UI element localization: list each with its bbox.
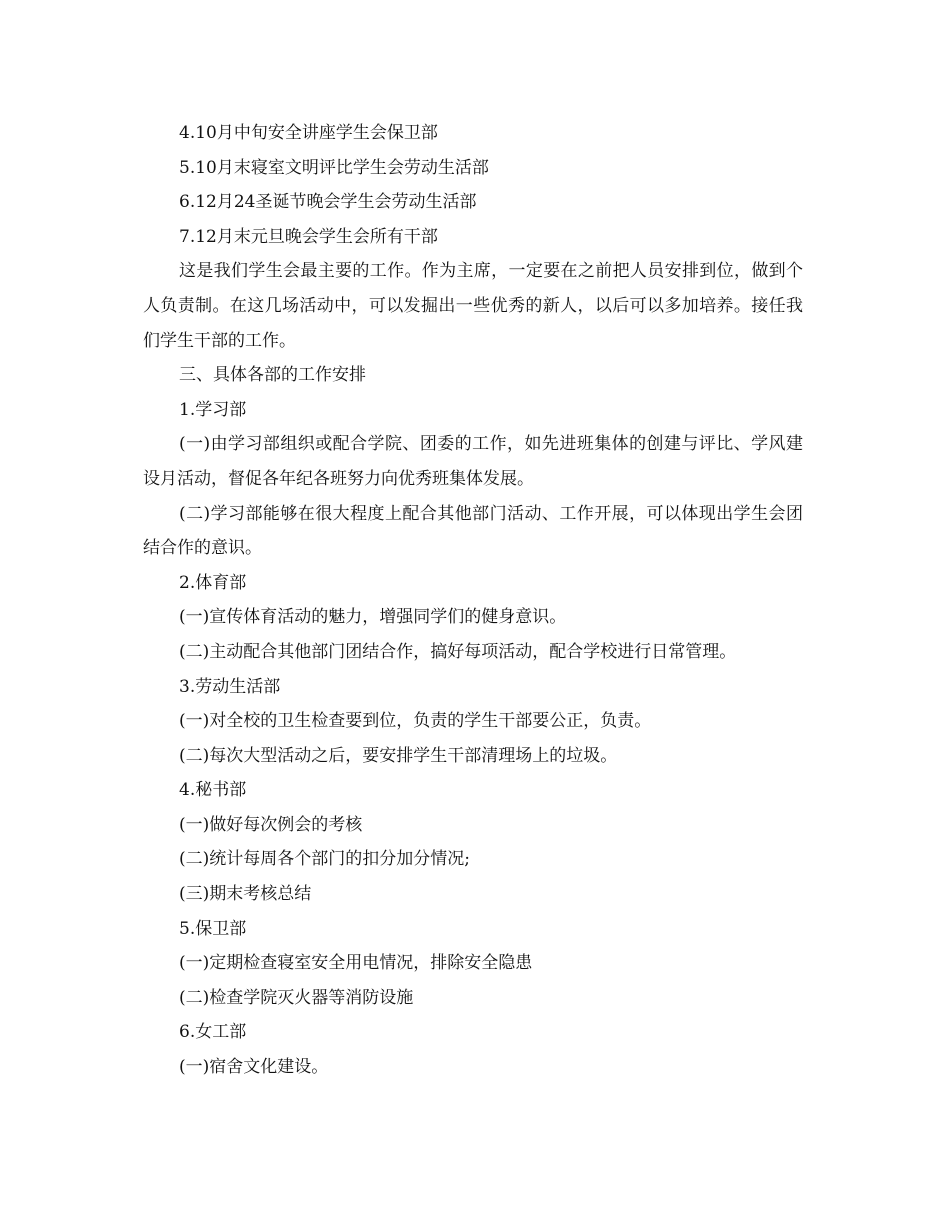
list-item: (一)做好每次例会的考核: [179, 814, 363, 835]
subsection-heading: 4.秘书部: [179, 780, 247, 801]
subsection-heading: 2.体育部: [179, 572, 247, 593]
list-item: (一)宣传体育活动的魅力，增强同学们的健身意识。: [179, 607, 567, 628]
subsection-heading: 1.学习部: [179, 399, 247, 420]
subsection-heading: 5.保卫部: [179, 918, 247, 939]
subsection-heading: 6.女工部: [179, 1022, 247, 1043]
paragraph: (二)学习部能够在很大程度上配合其他部门活动、工作开展，可以体现出学生会团结合作的意识。: [143, 503, 803, 559]
list-item: (一)定期检查寝室安全用电情况，排除安全隐患: [179, 953, 533, 974]
section-heading: 三、具体各部的工作安排: [179, 365, 366, 386]
paragraph: (一)由学习部组织或配合学院、团委的工作，如先进班集体的创建与评比、学风建设月活动，督促各年纪各班努力向优秀班集体发展。: [143, 434, 803, 489]
list-item: (一)宿舍文化建设。: [179, 1057, 329, 1078]
subsection-heading: 3.劳动生活部: [179, 676, 281, 697]
list-item: (三)期末考核总结: [179, 884, 312, 905]
list-item: 5.10月末寝室文明评比学生会劳动生活部: [179, 157, 489, 178]
list-item: (二)检查学院灭火器等消防设施: [179, 987, 414, 1008]
list-item: (二)每次大型活动之后，要安排学生干部清理场上的垃圾。: [179, 745, 618, 766]
document-page: [143, 116, 803, 1085]
paragraph: 这是我们学生会最主要的工作。作为主席，一定要在之前把人员安排到位，做到个人负责制。在这几场活动中，可以发掘出一些优秀的新人，以后可以多加培养。接任我们学生干部的工作。: [143, 261, 803, 351]
list-item: (二)统计每周各个部门的扣分加分情况;: [179, 849, 470, 870]
list-item: 4.10月中旬安全讲座学生会保卫部: [179, 123, 438, 143]
list-item: (一)对全校的卫生检查要到位，负责的学生干部要公正，负责。: [179, 711, 652, 732]
list-item: 7.12月末元旦晚会学生会所有干部: [179, 226, 438, 247]
list-item: (二)主动配合其他部门团结合作，搞好每项活动，配合学校进行日常管理。: [179, 641, 737, 662]
list-item: 6.12月24圣诞节晚会学生会劳动生活部: [179, 192, 477, 213]
